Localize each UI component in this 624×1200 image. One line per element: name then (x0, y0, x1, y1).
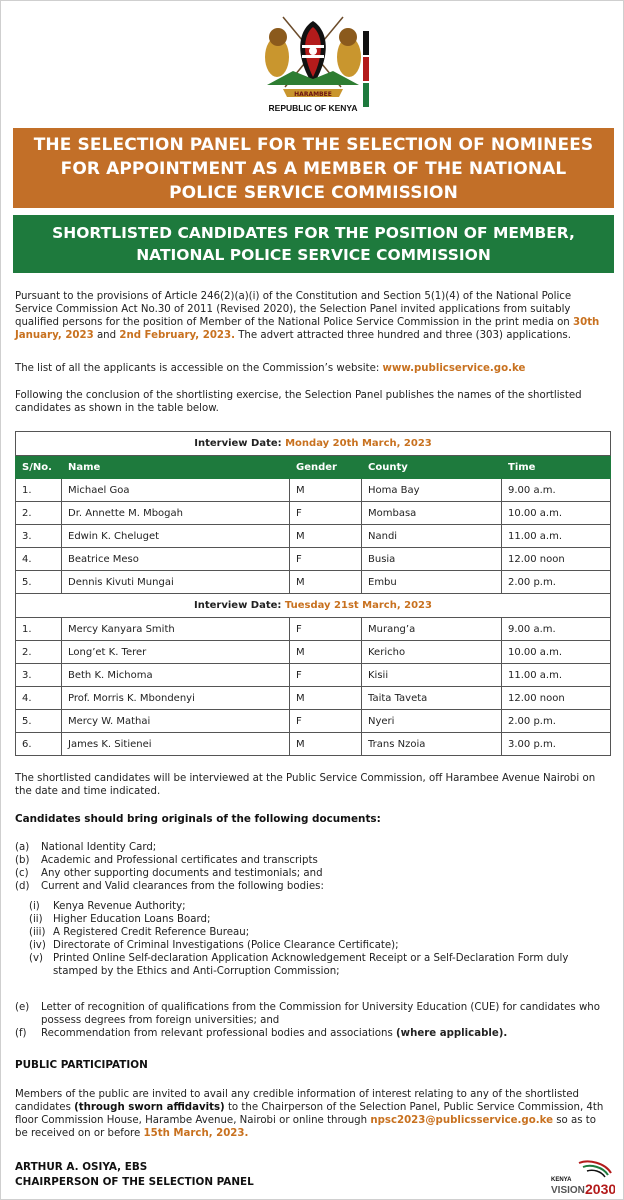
col-name: Name (62, 456, 290, 479)
title-line-2: FOR APPOINTMENT AS A MEMBER OF THE NATIONAL (60, 159, 567, 179)
cell-time: 2.00 p.m. (502, 571, 611, 594)
table-row (16, 525, 611, 548)
svg-text:HARAMBEE: HARAMBEE (294, 91, 332, 98)
advert-date-1: 30th January, 2023 (15, 317, 600, 341)
cell-time: 10.00 a.m. (502, 502, 611, 525)
cell-county: Kisii (362, 664, 502, 687)
signatory-name: ARTHUR A. OSIYA, EBS (15, 1161, 148, 1173)
cell-gender: F (290, 548, 362, 571)
list-item (15, 952, 611, 978)
table-row (16, 664, 611, 687)
cell-gender: M (290, 571, 362, 594)
cell-time: 9.00 a.m. (502, 479, 611, 502)
subtitle-banner (13, 215, 614, 273)
list-item (15, 913, 611, 926)
signatory-title: CHAIRPERSON OF THE SELECTION PANEL (15, 1176, 254, 1188)
cell-county: Homa Bay (362, 479, 502, 502)
participation-heading: PUBLIC PARTICIPATION (15, 1059, 148, 1071)
intro-paragraph (15, 290, 611, 342)
list-marker: (ii) (29, 914, 43, 925)
cell-name: Edwin K. Cheluget (62, 525, 290, 548)
list-marker: (i) (29, 901, 40, 912)
cell-gender: M (290, 687, 362, 710)
table-row (16, 687, 611, 710)
cell-time: 12.00 noon (502, 548, 611, 571)
cell-sno: 6. (16, 733, 62, 756)
table-row (16, 502, 611, 525)
list-item (15, 939, 611, 952)
list-item (15, 1027, 611, 1040)
cell-sno: 3. (16, 525, 62, 548)
svg-text:KENYA: KENYA (551, 1177, 572, 1183)
list-text: Current and Valid clearances from the following bodies: (41, 881, 324, 892)
advert-date-2: 2nd February, 2023. (119, 330, 235, 341)
title-line-1: THE SELECTION PANEL FOR THE SELECTION OF NOMINEES (33, 135, 594, 155)
table-row (16, 479, 611, 502)
cell-time: 9.00 a.m. (502, 618, 611, 641)
list-marker: (iv) (29, 940, 46, 951)
cell-name: Prof. Morris K. Mbondenyi (62, 687, 290, 710)
kenya-coat-of-arms (253, 7, 373, 115)
cell-time: 2.00 p.m. (502, 710, 611, 733)
list-text: National Identity Card; (41, 842, 157, 853)
list-marker: (d) (15, 881, 30, 892)
cell-county: Taita Taveta (362, 687, 502, 710)
table-row (16, 641, 611, 664)
list-item (15, 854, 611, 867)
date-label: Interview Date: (194, 600, 285, 611)
date-header-day-2 (16, 594, 611, 618)
documents-heading: Candidates should bring originals of the following documents: (15, 813, 381, 825)
title-banner (13, 128, 614, 208)
cell-county: Nyeri (362, 710, 502, 733)
cell-time: 10.00 a.m. (502, 641, 611, 664)
documents-list (15, 841, 611, 978)
intro-text: Pursuant to the provisions of Article 246(2)(a)(i) of the Constitution and Section 5(1)(4) of the National Police Service Commission Act No.30 of 2011 (Revised 2020), the Selection Panel invited applications from suitably qualified persons for the position of Member of the National Police Service Commission in the print media on (15, 291, 574, 328)
participation-text-2: to the Chairperson of the Selection Panel, Public Service Commission, 4th floor Commission House, Harambe Avenue, Nairobi or online through (15, 1102, 604, 1126)
cell-sno: 2. (16, 641, 62, 664)
cell-name: Mercy W. Mathai (62, 710, 290, 733)
candidates-table (15, 431, 611, 756)
list-text: Any other supporting documents and testimonials; and (41, 868, 323, 879)
list-text: Letter of recognition of qualifications from the Commission for University Education (CUE) for candidates who possess degrees from foreign universities; and (41, 1002, 600, 1026)
cell-gender: F (290, 618, 362, 641)
subtitle-line-1: SHORTLISTED CANDIDATES FOR THE POSITION OF MEMBER, (52, 224, 575, 242)
cell-sno: 5. (16, 571, 62, 594)
list-item (15, 1001, 611, 1027)
col-sno: S/No. (16, 456, 62, 479)
svg-text:2030: 2030 (585, 1181, 615, 1197)
cell-gender: M (290, 479, 362, 502)
list-marker: (f) (15, 1028, 27, 1039)
email-link[interactable]: npsc2023@publicsservice.go.ke (370, 1115, 553, 1126)
list-text: Kenya Revenue Authority; (53, 901, 186, 912)
cell-county: Nandi (362, 525, 502, 548)
emblem-caption: REPUBLIC OF KENYA (268, 103, 358, 113)
cell-name: Beth K. Michoma (62, 664, 290, 687)
cell-name: Long’et K. Terer (62, 641, 290, 664)
list-item (15, 900, 611, 913)
cell-name: Dennis Kivuti Mungai (62, 571, 290, 594)
interview-date-2: Tuesday 21st March, 2023 (284, 600, 432, 611)
list-text: Higher Education Loans Board; (53, 914, 211, 925)
vision-2030-logo (549, 1159, 615, 1197)
cell-sno: 1. (16, 618, 62, 641)
table-row (16, 733, 611, 756)
subtitle-line-2: NATIONAL POLICE SERVICE COMMISSION (136, 246, 491, 264)
cell-sno: 2. (16, 502, 62, 525)
coat-of-arms-icon (253, 7, 373, 103)
following-paragraph: Following the conclusion of the shortlisting exercise, the Selection Panel publishes the names of the shortlisted candidates as shown in the table below. (15, 390, 582, 414)
cell-sno: 5. (16, 710, 62, 733)
website-text: The list of all the applicants is accessible on the Commission’s website: (15, 363, 383, 374)
vision-2030-icon (549, 1159, 615, 1197)
cell-county: Embu (362, 571, 502, 594)
cell-time: 11.00 a.m. (502, 664, 611, 687)
table-row (16, 710, 611, 733)
list-item (15, 867, 611, 880)
intro-text-and: and (93, 330, 120, 341)
cell-gender: F (290, 710, 362, 733)
intro-text-end: The advert attracted three hundred and three (303) applications. (234, 330, 571, 341)
cell-sno: 3. (16, 664, 62, 687)
cell-time: 3.00 p.m. (502, 733, 611, 756)
cell-county: Murang’a (362, 618, 502, 641)
col-time: Time (502, 456, 611, 479)
cell-name: James K. Sitienei (62, 733, 290, 756)
col-gender: Gender (290, 456, 362, 479)
list-marker: (c) (15, 868, 29, 879)
list-marker: (v) (29, 953, 43, 964)
cell-name: Mercy Kanyara Smith (62, 618, 290, 641)
list-text-bold: (where applicable). (396, 1028, 508, 1039)
list-marker: (iii) (29, 927, 46, 938)
list-marker: (e) (15, 1002, 30, 1013)
cell-county: Mombasa (362, 502, 502, 525)
participation-text: Members of the public are invited to avail any credible information of interest relating to any of the shortlisted candidates (15, 1089, 579, 1113)
list-text: Recommendation from relevant professional bodies and associations (41, 1028, 396, 1039)
cell-gender: F (290, 502, 362, 525)
participation-paragraph (15, 1088, 611, 1140)
list-text: Printed Online Self-declaration Application Acknowledgement Receipt or a Self-Declaration Form duly stamped by the Ethics and Anti-Corruption Commission; (53, 953, 569, 977)
cell-time: 11.00 a.m. (502, 525, 611, 548)
website-link[interactable]: www.publicservice.go.ke (382, 363, 526, 374)
deadline-date: 15th March, 2023. (143, 1128, 249, 1139)
list-item (15, 880, 611, 893)
list-item (15, 926, 611, 939)
svg-text:VISION: VISION (551, 1185, 585, 1196)
flag-stripe-icon (363, 31, 369, 107)
list-text: Directorate of Criminal Investigations (Police Clearance Certificate); (53, 940, 399, 951)
cell-name: Michael Goa (62, 479, 290, 502)
participation-text-3: so as to be received on or before (15, 1115, 597, 1139)
date-label: Interview Date: (194, 438, 286, 449)
column-header-row (16, 456, 611, 479)
table-row (16, 571, 611, 594)
table-row (16, 618, 611, 641)
title-line-3: POLICE SERVICE COMMISSION (169, 183, 458, 203)
list-marker: (b) (15, 855, 30, 866)
cell-gender: M (290, 733, 362, 756)
cell-county: Kericho (362, 641, 502, 664)
cell-sno: 4. (16, 687, 62, 710)
list-text: Academic and Professional certificates and transcripts (41, 855, 318, 866)
cell-time: 12.00 noon (502, 687, 611, 710)
table-row (16, 548, 611, 571)
venue-paragraph: The shortlisted candidates will be interviewed at the Public Service Commission, off Harambee Avenue Nairobi on the date and time indicated. (15, 773, 596, 797)
cell-gender: M (290, 641, 362, 664)
interview-date-1: Monday 20th March, 2023 (285, 438, 432, 449)
cell-name: Dr. Annette M. Mbogah (62, 502, 290, 525)
list-marker: (a) (15, 842, 30, 853)
list-item (15, 841, 611, 854)
documents-list-ef (15, 1001, 611, 1040)
cell-county: Trans Nzoia (362, 733, 502, 756)
participation-bold: (through sworn affidavits) (74, 1102, 225, 1113)
cell-gender: F (290, 664, 362, 687)
website-paragraph (15, 362, 611, 375)
cell-gender: M (290, 525, 362, 548)
cell-county: Busia (362, 548, 502, 571)
cell-sno: 1. (16, 479, 62, 502)
date-header-day-1 (16, 432, 611, 456)
cell-name: Beatrice Meso (62, 548, 290, 571)
cell-sno: 4. (16, 548, 62, 571)
list-text: A Registered Credit Reference Bureau; (53, 927, 250, 938)
col-county: County (362, 456, 502, 479)
